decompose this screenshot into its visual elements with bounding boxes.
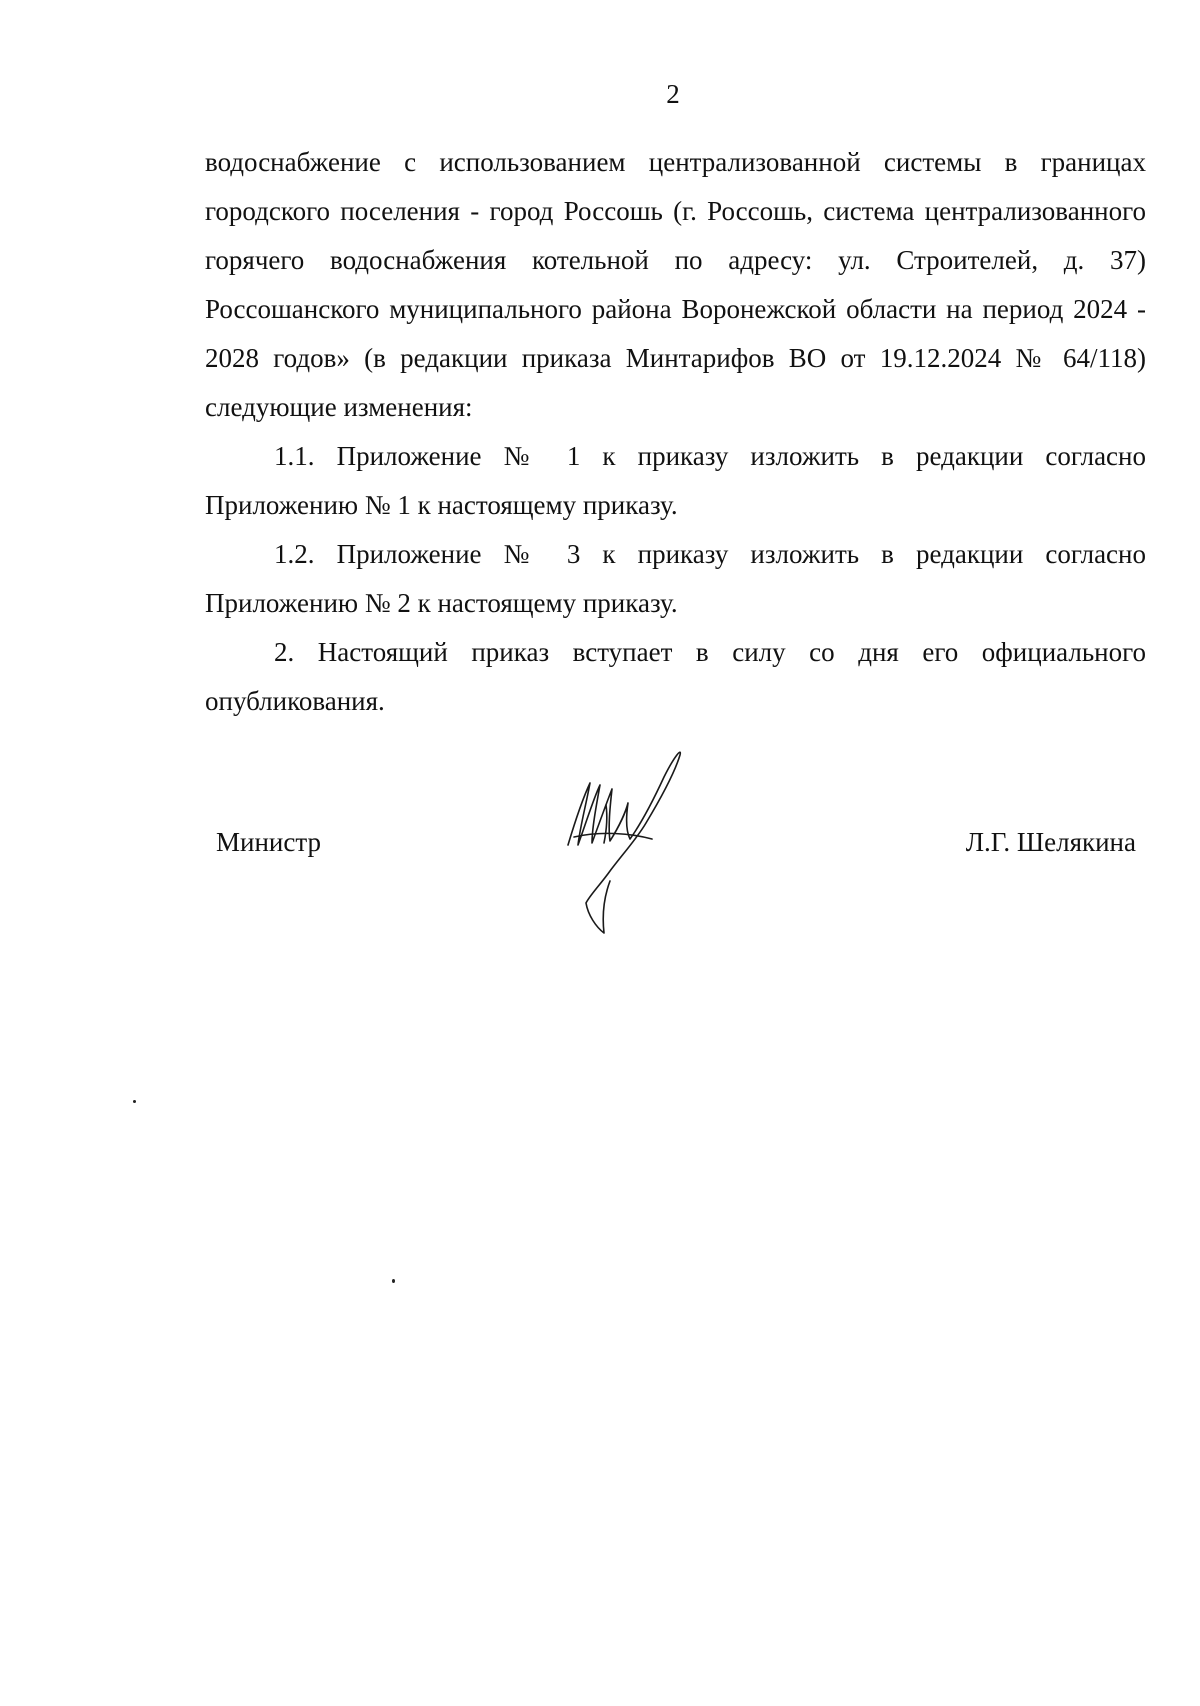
paragraph-item-1-1: 1.1. Приложение № 1 к приказу изложить в редакции согласно Приложению № 1 к настоящему приказу. (205, 441, 1146, 520)
page-number: 2 (666, 79, 680, 109)
paragraph-item-1-2: 1.2. Приложение № 3 к приказу изложить в редакции согласно Приложению № 2 к настоящему приказу. (205, 539, 1146, 618)
handwritten-signature (560, 745, 720, 935)
signer-name: Л.Г. Шелякина (965, 827, 1136, 857)
scan-speck (133, 1100, 136, 1103)
paragraph-item-2: 2. Настоящий приказ вступает в силу со дня его официального опубликования. (205, 637, 1146, 716)
position-title: Министр (216, 827, 321, 857)
scan-speck (392, 1279, 395, 1283)
paragraph-continuation: водоснабжение с использованием централизованной системы в границах городского поселения - город Россошь (г. Россошь, система централизованного горячего водоснабжения котельной по адресу: ул. Строителей, д. 37) Россошанского муниципального района Воронежской области на период 2024 - 2028 годов» (в редакции приказа Минтарифов ВО от 19.12.2024 № 64/118) следующие изменения: (205, 147, 1146, 422)
